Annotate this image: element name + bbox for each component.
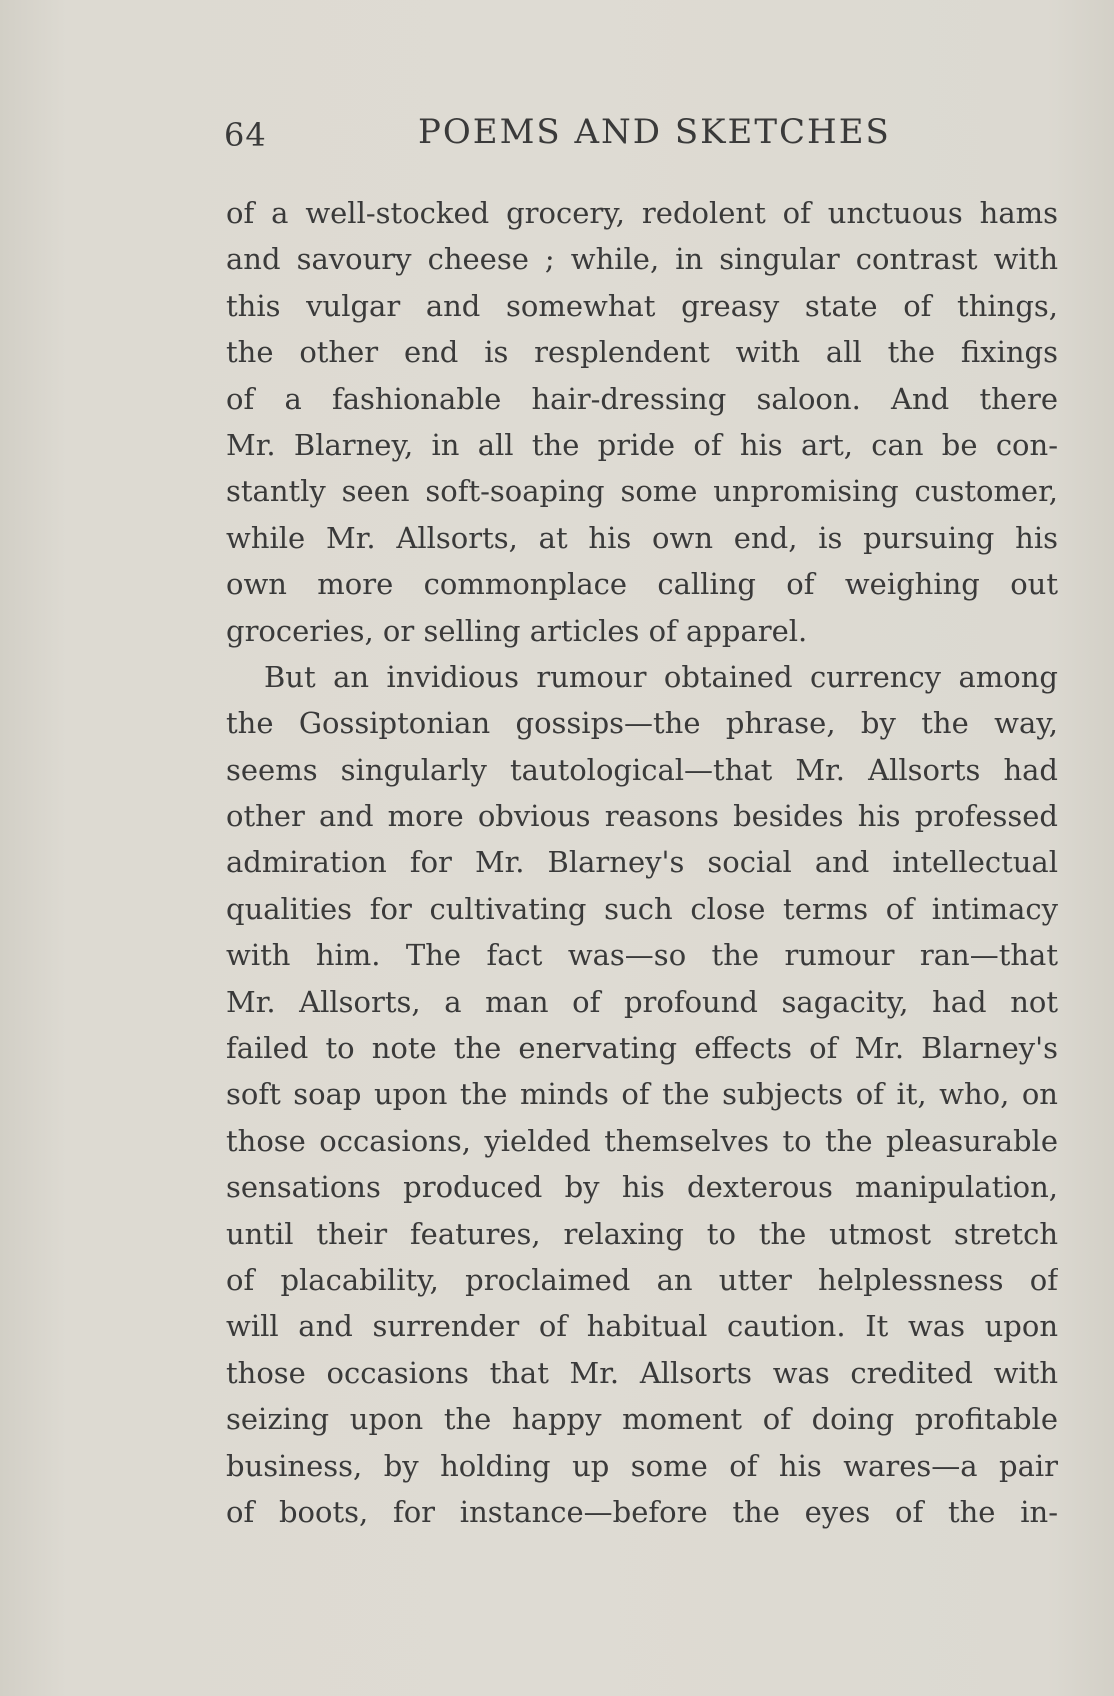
text-line: business, by holding up some of his wares—a pair <box>226 1448 1058 1483</box>
text-line: other and more obvious reasons besides his professed <box>226 799 1058 834</box>
text-line: this vulgar and somewhat greasy state of things, <box>226 288 1058 323</box>
text-line: sensations produced by his dexterous manipulation, <box>226 1170 1058 1205</box>
text-line: seems singularly tautological—that Mr. Allsorts had <box>226 752 1058 787</box>
text-line: stantly seen soft-soaping some unpromising customer, <box>226 474 1058 509</box>
text-line: those occasions, yielded themselves to the pleasurable <box>226 1123 1058 1158</box>
text-line: while Mr. Allsorts, at his own end, is pursuing his <box>226 520 1058 555</box>
text-line: But an invidious rumour obtained currency among <box>264 659 1058 694</box>
text-line: those occasions that Mr. Allsorts was credited with <box>226 1355 1058 1390</box>
text-line: will and surrender of habitual caution. It was upon <box>226 1309 1058 1344</box>
text-line: with him. The fact was—so the rumour ran—that <box>226 938 1058 973</box>
text-line: of a fashionable hair-dressing saloon. And there <box>226 381 1058 416</box>
text-line: Mr. Allsorts, a man of profound sagacity, had not <box>226 984 1058 1019</box>
text-line: until their features, relaxing to the utmost stretch <box>226 1216 1058 1251</box>
text-line: the other end is resplendent with all the fixings <box>226 335 1058 370</box>
body-text <box>226 190 1058 1535</box>
text-line: soft soap upon the minds of the subjects of it, who, on <box>226 1077 1058 1112</box>
text-line: admiration for Mr. Blarney's social and intellectual <box>226 845 1058 880</box>
text-line: the Gossiptonian gossips—the phrase, by the way, <box>226 706 1058 741</box>
page-number: 64 <box>224 116 267 154</box>
text-line: failed to note the enervating effects of Mr. Blarney's <box>226 1031 1058 1066</box>
text-line: and savoury cheese ; while, in singular contrast with <box>226 242 1058 277</box>
page-header <box>224 108 1058 160</box>
text-line: of placability, proclaimed an utter helplessness of <box>226 1262 1058 1297</box>
text-line: of boots, for instance—before the eyes of the in- <box>226 1494 1058 1529</box>
text-line: seizing upon the happy moment of doing profitable <box>226 1402 1058 1437</box>
paragraph <box>226 190 1058 654</box>
text-line: of a well-stocked grocery, redolent of unctuous hams <box>226 196 1058 230</box>
text-line: groceries, or selling articles of apparel. <box>226 613 808 648</box>
paragraph <box>226 654 1058 1535</box>
text-line: own more commonplace calling of weighing out <box>226 567 1058 602</box>
text-line: qualities for cultivating such close terms of intimacy <box>226 891 1058 926</box>
text-line: Mr. Blarney, in all the pride of his art, can be con- <box>226 427 1058 462</box>
running-title: POEMS AND SKETCHES <box>418 112 891 152</box>
